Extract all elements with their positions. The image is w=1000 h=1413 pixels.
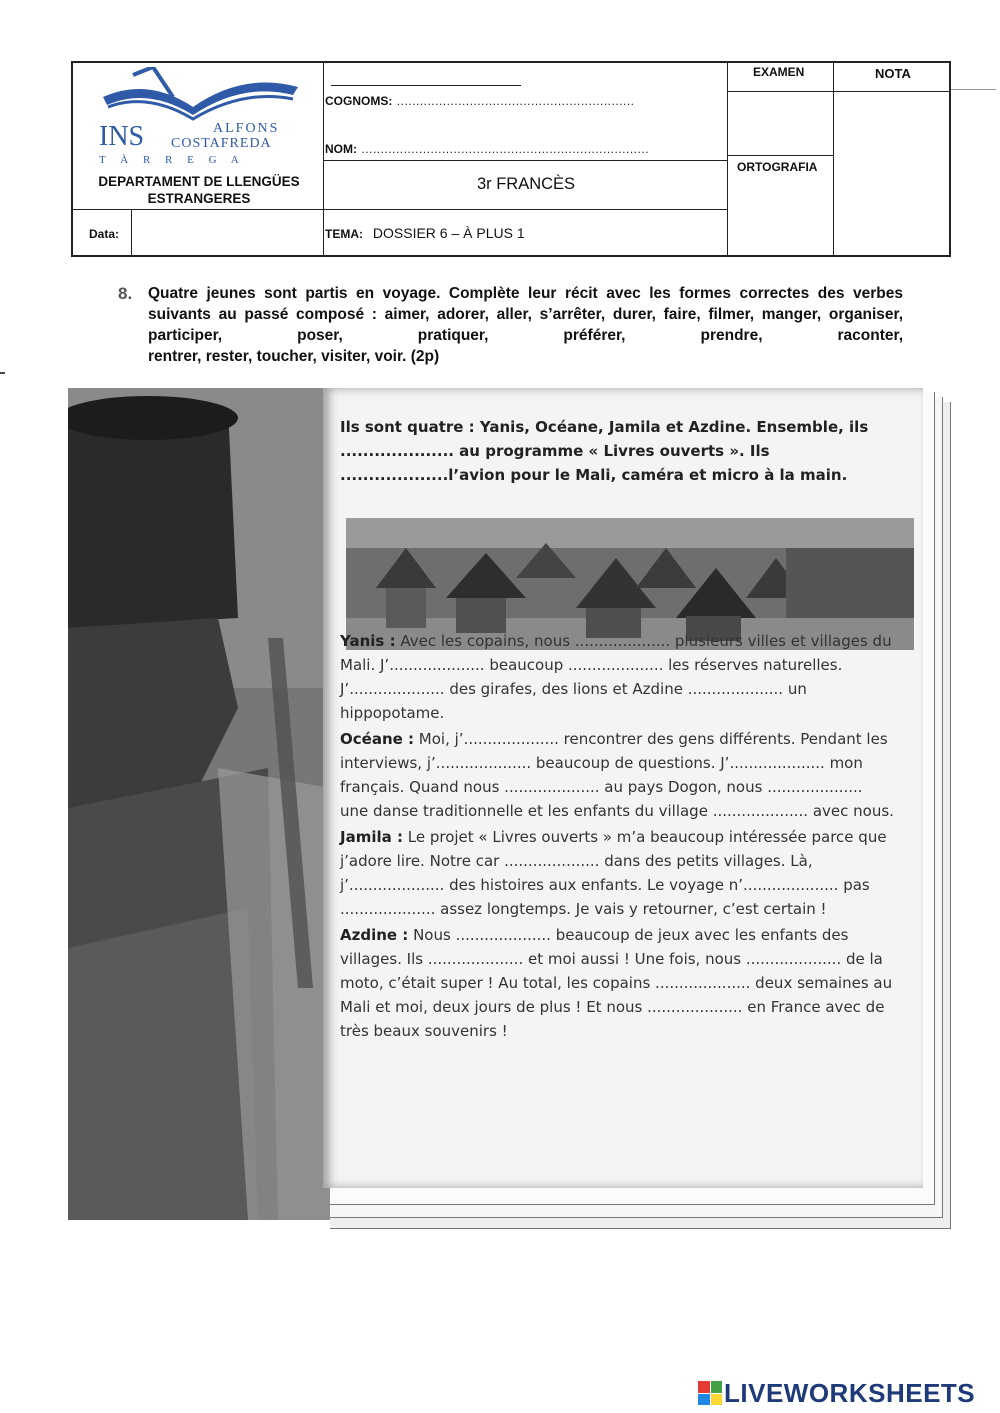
- data-label: Data:: [89, 227, 120, 241]
- tema-value: DOSSIER 6 – À PLUS 1: [372, 225, 525, 241]
- exercise-instruction: [118, 283, 903, 367]
- liveworksheets-logo[interactable]: [698, 1378, 975, 1408]
- logo-tarrega: T À R R E G A: [99, 154, 245, 166]
- logo-costafreda: COSTAFREDA: [171, 136, 272, 151]
- school-logo: [93, 67, 313, 167]
- cognoms-field[interactable]: ..............................................................: [396, 94, 635, 108]
- book-illustration: [68, 388, 958, 1228]
- jamila-name: Jamila :: [340, 828, 403, 846]
- nom-label: NOM:: [325, 142, 357, 156]
- oceane-text: Moi, j’.................... rencontrer des gens différents. Pendant les interviews, j’.................... beaucoup de questions. J’.................... mon français. Quand nous .................... au pays Dogon, nous .................... une danse traditionnelle et les enfants du village .................... avec nous.: [340, 730, 894, 820]
- liveworksheets-brand: LIVEWORKSHEETS: [724, 1377, 976, 1408]
- yanis-text: Avec les copains, nous .................... plusieurs villes et villages du Mali. J’.................... beaucoup .................... les réserves naturelles. J’.................... des girafes, des lions et Azdine .................... un hippopotame.: [340, 632, 892, 722]
- cognoms-label: COGNOMS:: [325, 94, 393, 108]
- yanis-paragraph: [340, 629, 895, 725]
- cognoms-row: [325, 92, 635, 110]
- subject-title: 3r FRANCÈS: [476, 175, 576, 193]
- tema-label: TEMA:: [325, 227, 363, 241]
- azdine-name: Azdine :: [340, 926, 409, 944]
- margin-mark: [0, 372, 5, 374]
- liveworksheets-icon: [698, 1381, 722, 1405]
- left-page-photo: [68, 388, 330, 1220]
- nota-label: NOTA: [875, 66, 911, 81]
- examen-label: EXAMEN: [753, 65, 805, 79]
- tema-row: [325, 225, 525, 241]
- jamila-paragraph: [340, 825, 895, 921]
- nom-row: [325, 140, 649, 158]
- nom-field[interactable]: ...........................................................................: [361, 142, 650, 156]
- ortografia-label: ORTOGRAFIA: [737, 160, 818, 174]
- department-name: DEPARTAMENT DE LLENGÜES ESTRANGERES: [98, 174, 300, 206]
- header-table: [71, 61, 951, 257]
- jamila-text: Le projet « Livres ouverts » m’a beaucoup intéressée parce que j’adore lire. Notre car .................... dans des petits villages. Là, j’.................... des histoires aux enfants. Le voyage n’.................... pas .................... assez longtemps. Je vais y retourner, c’est certain !: [340, 828, 887, 918]
- yanis-name: Yanis :: [340, 632, 396, 650]
- logo-alfons: ALFONS: [213, 121, 280, 136]
- bucket-shape: [68, 408, 238, 628]
- exercise-number: 8.: [118, 284, 133, 303]
- logo-ins: INS: [99, 121, 145, 152]
- oceane-paragraph: [340, 727, 895, 823]
- story-text: [340, 415, 895, 1045]
- azdine-text: Nous .................... beaucoup de jeux avec les enfants des villages. Ils .................... et moi aussi ! Une fois, nous .................... de la moto, c’était super ! Au total, les copains .................... deux semaines au Mali et moi, deux jours de plus ! Et nous .................... en France avec de très beaux souvenirs !: [340, 926, 893, 1040]
- azdine-paragraph: [340, 923, 895, 1043]
- book-icon: [103, 83, 298, 116]
- oceane-name: Océane :: [340, 730, 415, 748]
- instruction-text: Quatre jeunes sont partis en voyage. Complète leur récit avec les formes correctes des verbes suivants au passé composé : aimer, adorer, aller, s’arrêter, durer, faire, filmer, manger, organiser, participer, poser, pratiquer, préférer, prendre, raconter,: [148, 285, 903, 344]
- instruction-text-last: rentrer, rester, toucher, visiter, voir. (2p): [148, 348, 440, 365]
- story-intro: Ils sont quatre : Yanis, Océane, Jamila et Azdine. Ensemble, ils .................... au programme « Livres ouverts ». Ils ...................l’avion pour le Mali, caméra et micro à la main.: [340, 418, 869, 484]
